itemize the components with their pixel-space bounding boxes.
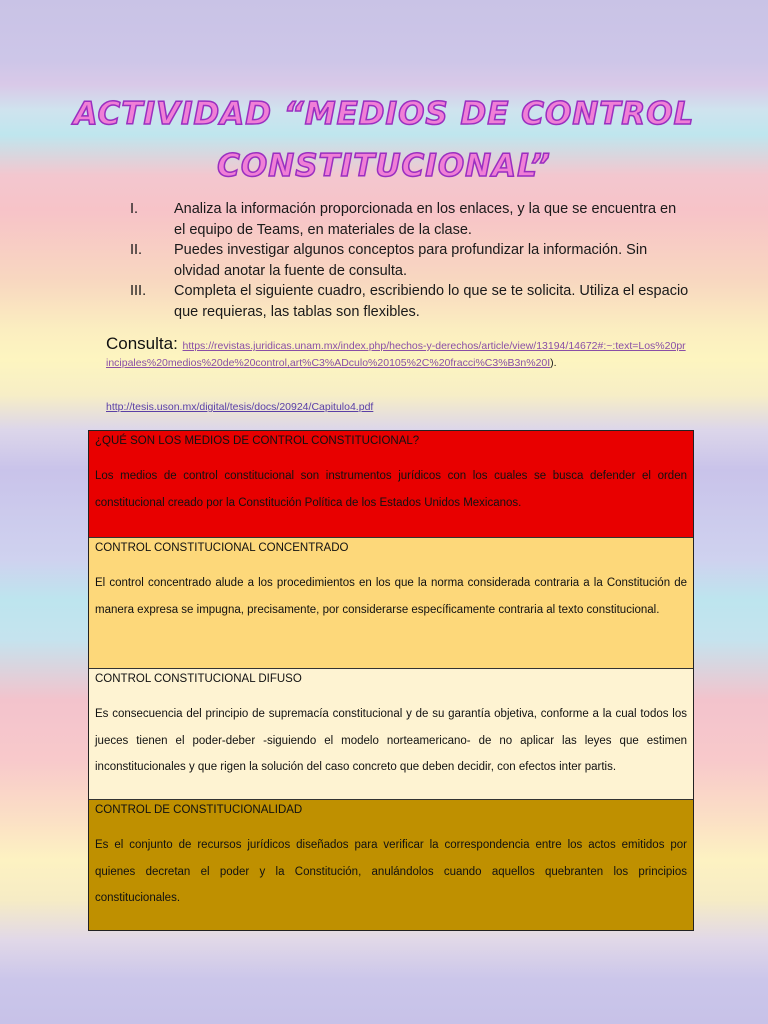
consulta-link-uson[interactable]: http://tesis.uson.mx/digital/tesis/docs/20924/Capitulo4.pdf	[106, 401, 374, 413]
row-body: Es el conjunto de recursos jurídicos diseñados para verificar la correspondencia entre los actos emitidos por quienes decretan el poder y la Constitución, anulándolos cuando aquellos quebranten los principios constitucionales.	[95, 839, 687, 904]
instruction-number: II.	[130, 242, 143, 258]
row-heading: CONTROL DE CONSTITUCIONALIDAD	[95, 804, 303, 816]
row-body: El control concentrado alude a los procedimientos en los que la norma considerada contraria a la Constitución de manera expresa se impugna, precisamente, por considerarse específicamente contraria al texto constitucional.	[95, 577, 687, 616]
instruction-number: I.	[130, 201, 139, 217]
page-title	[0, 88, 768, 192]
table-row-control-concentrado	[89, 538, 693, 669]
instruction-item	[130, 240, 690, 281]
instructions-list	[130, 199, 690, 322]
instruction-item	[130, 281, 690, 322]
concepts-table	[88, 430, 694, 931]
row-body: Los medios de control constitucional son instrumentos jurídicos con los cuales se busca defender el orden constitucional creado por la Constitución Política de los Estados Unidos Mexicanos.	[95, 470, 687, 509]
instruction-number: III.	[130, 283, 147, 299]
instruction-item	[130, 199, 690, 240]
consulta-paragraph	[106, 335, 686, 372]
table-row-medios-control	[89, 431, 693, 538]
row-body: Es consecuencia del principio de supremacía constitucional y de su garantía objetiva, conforme a la cual todos los jueces tienen el poder-deber -siguiendo el modelo norteamericano- de no aplicar las leyes que estimen inconstitucionales y que rigen la solución del caso concreto que deben decidir, con efectos inter partis.	[95, 708, 687, 773]
table-row-control-constitucionalidad	[89, 800, 693, 930]
consulta-label: Consulta:	[106, 334, 183, 353]
row-heading: ¿QUÉ SON LOS MEDIOS DE CONTROL CONSTITUCIONAL?	[95, 435, 420, 447]
row-heading: CONTROL CONSTITUCIONAL DIFUSO	[95, 673, 302, 685]
row-heading: CONTROL CONSTITUCIONAL CONCENTRADO	[95, 542, 349, 554]
instruction-text: Puedes investigar algunos conceptos para profundizar la información. Sin olvidad anotar la fuente de consulta.	[174, 242, 648, 279]
instruction-text: Completa el siguiente cuadro, escribiendo lo que se te solicita. Utiliza el espacio que requieras, las tablas son flexibles.	[174, 283, 689, 320]
consulta-link-unam[interactable]: https://revistas.juridicas.unam.mx/index.php/hechos-y-derechos/article/view/13194/14672#:~:text=Los%20principales%20medios%20de%20control,art%C3%ADculo%20105%2C%20fracci%C3%B3n%20I	[106, 340, 686, 369]
title-line-1: ACTIVIDAD “MEDIOS DE CONTROL	[73, 96, 695, 132]
table-row-control-difuso	[89, 669, 693, 800]
instruction-text: Analiza la información proporcionada en los enlaces, y la que se encuentra en el equipo de Teams, en materiales de la clase.	[174, 201, 677, 238]
consulta-link-suffix: ).	[550, 357, 557, 369]
title-line-2: CONSTITUCIONAL”	[217, 148, 551, 184]
